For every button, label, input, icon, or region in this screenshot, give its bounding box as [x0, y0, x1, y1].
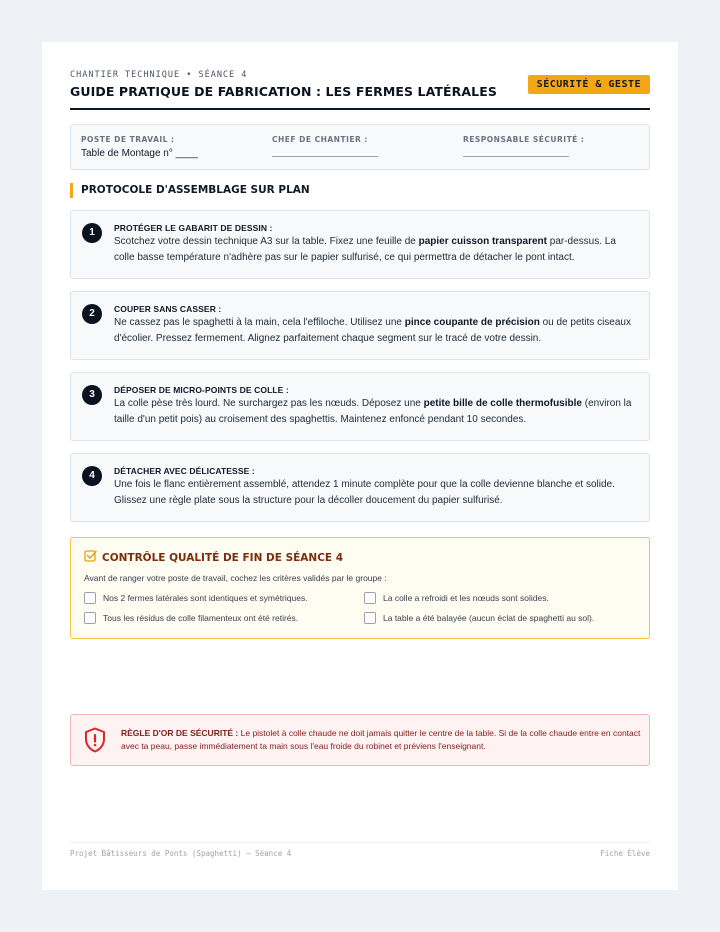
- shield-alert-icon: [84, 727, 106, 758]
- step-text: La colle pèse très lourd. Ne surchargez pas les nœuds. Déposez une petite bille de colle thermofusible (environ la taille d'un petit pois) au croisement des spaghettis. Maintenez enfoncé pendant 10 secondes.: [114, 398, 632, 425]
- footer: [70, 842, 650, 858]
- criterion-label: La colle a refroidi et les nœuds sont solides.: [383, 593, 549, 603]
- criterion-item[interactable]: [84, 592, 308, 604]
- checkbox-checked-icon: [84, 549, 97, 567]
- poste-value: Table de Montage n° ____: [81, 148, 198, 159]
- header: [70, 70, 650, 110]
- responsable-label: RESPONSABLE SÉCURITÉ :: [463, 135, 585, 144]
- step-title: PROTÉGER LE GABARIT DE DESSIN :: [114, 223, 273, 233]
- responsable-blank-line: [463, 147, 569, 157]
- safety-rule-box: [70, 714, 650, 766]
- criterion-label: Tous les résidus de colle filamenteux ont été retirés.: [103, 613, 299, 623]
- step-card: [70, 453, 650, 522]
- quality-title: CONTRÔLE QUALITÉ DE FIN DE SÉANCE 4: [102, 552, 344, 564]
- step-text: Une fois le flanc entièrement assemblé, attendez 1 minute complète pour que la colle devienne blanche et solide. Glissez une règle plate sous la structure pour la décoller doucement du papier sulfurisé.: [114, 479, 615, 506]
- step-title: DÉPOSER DE MICRO-POINTS DE COLLE :: [114, 385, 289, 395]
- quality-intro: Avant de ranger votre poste de travail, cochez les critères validés par le groupe :: [84, 573, 387, 583]
- criterion-item[interactable]: [364, 612, 594, 624]
- step-card: [70, 291, 650, 360]
- safety-text: RÈGLE D'OR DE SÉCURITÉ : Le pistolet à colle chaude ne doit jamais quitter le centre de la table. Si de la colle chaude entre en contact avec ta peau, passe immédiatement ta main sous l'eau froide du robinet et préviens l'enseignant.: [121, 728, 641, 751]
- footer-label: Fiche Élève: [600, 849, 650, 858]
- footer-project: Projet Bâtisseurs de Ponts (Spaghetti) — Séance 4: [70, 849, 292, 858]
- page-title: GUIDE PRATIQUE DE FABRICATION : LES FERMES LATÉRALES: [70, 84, 497, 99]
- step-text: Scotchez votre dessin technique A3 sur la table. Fixez une feuille de papier cuisson transparent par-dessus. La colle basse température n'adhère pas sur le papier sulfurisé, ce qui permettra de détacher le pont intact.: [114, 236, 616, 263]
- step-title: COUPER SANS CASSER :: [114, 304, 222, 314]
- criterion-label: Nos 2 fermes latérales sont identiques et symétriques.: [103, 593, 308, 603]
- kicker: CHANTIER TECHNIQUE • SÉANCE 4: [70, 70, 248, 80]
- step-card: [70, 210, 650, 279]
- criterion-item[interactable]: [364, 592, 549, 604]
- step-number: 1: [82, 223, 102, 243]
- step-number: 3: [82, 385, 102, 405]
- safety-badge: SÉCURITÉ & GESTE: [528, 75, 650, 94]
- poste-field: [81, 135, 198, 159]
- chef-label: CHEF DE CHANTIER :: [272, 135, 368, 144]
- responsable-field: [463, 135, 584, 157]
- step-card: [70, 372, 650, 441]
- step-title: DÉTACHER AVEC DÉLICATESSE :: [114, 466, 255, 476]
- step-number: 4: [82, 466, 102, 486]
- chef-blank-line: [272, 147, 378, 157]
- worksheet: [42, 42, 678, 890]
- criterion-item[interactable]: [84, 612, 298, 624]
- workstation-info: [70, 124, 650, 170]
- criterion-checkbox[interactable]: [84, 612, 96, 624]
- criterion-checkbox[interactable]: [364, 592, 376, 604]
- step-text: Ne cassez pas le spaghetti à la main, cela l'effiloche. Utilisez une pince coupante de précision ou de petits ciseaux d'écolier. Pressez fermement. Alignez parfaitement chaque segment sur le tracé de votre dessin.: [114, 317, 631, 344]
- safety-label: RÈGLE D'OR DE SÉCURITÉ :: [121, 728, 239, 738]
- chef-field: [272, 135, 378, 157]
- step-number: 2: [82, 304, 102, 324]
- quality-control-box: [70, 537, 650, 639]
- criterion-checkbox[interactable]: [84, 592, 96, 604]
- section-title: PROTOCOLE D'ASSEMBLAGE SUR PLAN: [70, 183, 310, 198]
- criterion-label: La table a été balayée (aucun éclat de spaghetti au sol).: [383, 613, 595, 623]
- poste-label: POSTE DE TRAVAIL :: [81, 135, 175, 144]
- criterion-checkbox[interactable]: [364, 612, 376, 624]
